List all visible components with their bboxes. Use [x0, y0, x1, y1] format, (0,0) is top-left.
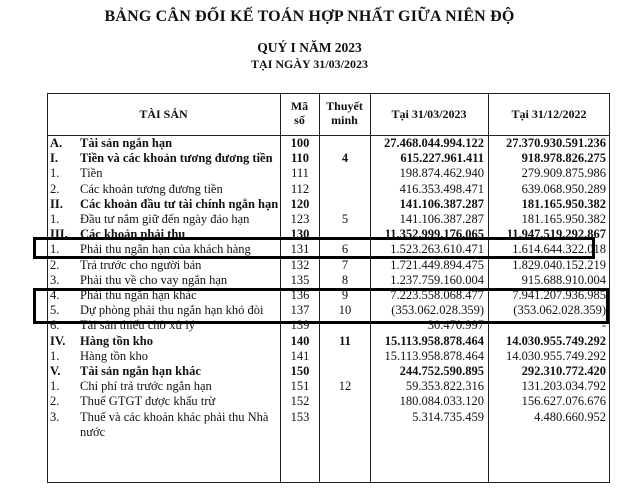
table-row [47, 258, 610, 273]
row-label: Tài sản ngắn hạn khác [80, 364, 201, 378]
value-2023: 141.106.387.287 [399, 196, 484, 211]
row-code: 110 [290, 151, 310, 166]
value-2023: 59.353.822.316 [405, 379, 484, 394]
row-index: 3. [50, 272, 60, 287]
row-label: Các khoản phải thu [80, 227, 186, 242]
row-code: 150 [290, 364, 310, 378]
row-index: 1. [50, 166, 60, 181]
row-label: Trả trước cho người bán [80, 257, 202, 272]
value-2023: 30.470.997 [427, 318, 484, 333]
row-code: 151 [290, 379, 310, 394]
table-row [47, 273, 610, 288]
row-label: Đầu tư nắm giữ đến ngày đáo hạn [80, 212, 250, 226]
value-2022: 181.165.950.382 [521, 196, 606, 211]
value-2022: 156.627.076.676 [521, 394, 606, 409]
header-col-2023: Tại 31/03/2023 [391, 107, 467, 121]
row-code: 152 [290, 394, 310, 409]
row-note: 7 [341, 257, 349, 272]
value-2023: 15.113.958.878.464 [384, 348, 484, 363]
value-2022: - [601, 318, 606, 333]
row-label: Dự phòng phải thu ngắn hạn khó đòi [80, 303, 264, 318]
table-row [47, 197, 610, 212]
table-bottom-border [47, 482, 610, 483]
row-index: 6. [50, 318, 60, 333]
value-2023: 1.523.263.610.471 [390, 242, 484, 257]
row-label: Phải thu ngắn hạn của khách hàng [80, 242, 251, 257]
table-row [47, 136, 610, 151]
row-index: IV. [50, 333, 66, 348]
header-col-2022: Tại 31/12/2022 [511, 107, 587, 121]
row-index: 1. [50, 242, 60, 257]
value-2023: 15.113.958.878.464 [384, 333, 484, 348]
value-2022: 14.030.955.749.292 [506, 333, 606, 348]
value-2022: 292.310.772.420 [521, 364, 606, 378]
row-note: 11 [339, 333, 351, 348]
value-2023: 7.223.558.068.477 [390, 288, 484, 302]
row-index: 1. [50, 379, 60, 394]
row-code: 153 [290, 409, 310, 424]
row-code: 100 [290, 136, 310, 150]
row-note: 6 [341, 242, 349, 257]
table-row [47, 334, 610, 349]
row-index: 1. [50, 348, 60, 363]
value-2023: 1.721.449.894.475 [390, 257, 484, 272]
table-row [47, 379, 610, 394]
row-note: 8 [341, 272, 349, 287]
row-label: Các khoản đầu tư tài chính ngắn hạn [80, 196, 279, 211]
row-index: 1. [50, 212, 60, 226]
row-label: Tiền và các khoản tương đương tiền [80, 151, 273, 166]
value-2023: 5.314.735.459 [412, 409, 484, 424]
value-2023: 615.227.961.411 [400, 151, 484, 166]
value-2022: (353.062.028.359) [513, 303, 606, 318]
value-2022: 4.480.660.952 [534, 409, 606, 424]
row-label: Các khoản tương đương tiền [80, 181, 223, 196]
value-2023: 244.752.590.895 [399, 364, 484, 378]
table-row [47, 425, 610, 440]
row-index: 2. [50, 257, 60, 272]
row-index: III. [50, 227, 68, 242]
value-2022: 279.909.875.986 [521, 166, 606, 181]
row-index: 2. [50, 394, 60, 409]
row-index: 4. [50, 288, 60, 302]
row-code: 132 [290, 257, 310, 272]
value-2022: 181.165.950.382 [521, 212, 606, 226]
row-label: Tài sản ngắn hạn [80, 136, 173, 150]
value-2023: (353.062.028.359) [391, 303, 484, 318]
header-asset: TÀI SẢN [139, 107, 188, 121]
row-code: 139 [290, 318, 310, 333]
value-2022: 915.688.910.004 [521, 272, 606, 287]
table-row [47, 394, 610, 409]
row-code: 130 [290, 227, 310, 242]
table-row [47, 166, 610, 181]
header-code-line1: Mã [290, 99, 309, 113]
row-code: 135 [290, 272, 310, 287]
value-2022: 639.068.950.289 [521, 181, 606, 196]
value-2022: 7.941.207.936.985 [512, 288, 606, 302]
row-index: V. [50, 364, 61, 378]
row-label: Tài sản thiếu chờ xử lý [80, 318, 196, 333]
table-row [47, 364, 610, 379]
header-code-line2: số [294, 113, 305, 127]
highlight-box-other-receivables [33, 288, 609, 324]
row-code: 123 [290, 212, 310, 226]
row-label: Thuế GTGT được khấu trừ [80, 394, 216, 409]
row-code: 141 [290, 348, 310, 363]
row-index: A. [50, 136, 63, 150]
header-note-line1: Thuyết [326, 99, 363, 113]
report-period: QUÝ I NĂM 2023 [257, 40, 362, 55]
value-2023: 198.874.462.940 [399, 166, 484, 181]
row-code: 140 [290, 333, 310, 348]
value-2023: 180.084.033.120 [399, 394, 484, 409]
value-2022: 14.030.955.749.292 [506, 348, 606, 363]
value-2022: 131.203.034.792 [521, 379, 606, 394]
table-row [47, 410, 610, 425]
value-2023: 11.352.999.176.065 [384, 227, 484, 242]
row-index: 3. [50, 409, 60, 424]
value-2022: 918.978.826.275 [521, 151, 606, 166]
table-row [47, 151, 610, 166]
report-date: TẠI NGÀY 31/03/2023 [251, 57, 368, 71]
row-note: 4 [341, 151, 349, 166]
row-note: 10 [338, 303, 352, 318]
value-2023: 1.237.759.160.004 [390, 272, 484, 287]
row-index: I. [50, 151, 58, 166]
header-note-line2: minh [331, 113, 358, 127]
row-label: Phải thu ngắn hạn khác [80, 288, 197, 302]
row-note: 12 [338, 379, 352, 394]
value-2023: 416.353.498.471 [399, 181, 484, 196]
row-label: Thuế và các khoản khác phải thu Nhà [80, 409, 269, 424]
report-title: BẢNG CÂN ĐỐI KẾ TOÁN HỢP NHẤT GIỮA NIÊN ĐỘ [104, 8, 515, 25]
row-index: 5. [50, 303, 60, 318]
row-label: Phải thu về cho vay ngắn hạn [80, 272, 228, 287]
value-2023: 141.106.387.287 [399, 212, 484, 226]
row-label: Hàng tồn kho [80, 348, 149, 363]
row-code: 112 [290, 181, 310, 196]
row-index: 2. [50, 181, 60, 196]
table-top-border [47, 93, 610, 94]
table-row [47, 212, 610, 227]
row-label: Hàng tồn kho [80, 333, 153, 348]
row-label: nước [80, 424, 106, 439]
row-code: 137 [290, 303, 310, 318]
row-label: Chi phí trả trước ngắn hạn [80, 379, 212, 394]
row-note: 5 [341, 212, 349, 226]
value-2022: 1.614.644.322.018 [512, 242, 606, 257]
row-label: Tiền [80, 166, 103, 181]
table-row [47, 182, 610, 197]
table-row [47, 349, 610, 364]
value-2022: 11.947.519.292.867 [506, 227, 606, 242]
row-code: 120 [290, 196, 310, 211]
row-code: 136 [290, 288, 310, 302]
row-code: 131 [290, 242, 310, 257]
row-index: II. [50, 196, 63, 211]
value-2022: 1.829.040.152.219 [512, 257, 606, 272]
value-2022: 27.370.930.591.236 [506, 136, 606, 150]
value-2023: 27.468.044.994.122 [384, 136, 484, 150]
row-code: 111 [291, 166, 309, 181]
row-note: 9 [341, 288, 349, 302]
highlight-box-receivables-customers [33, 237, 595, 259]
